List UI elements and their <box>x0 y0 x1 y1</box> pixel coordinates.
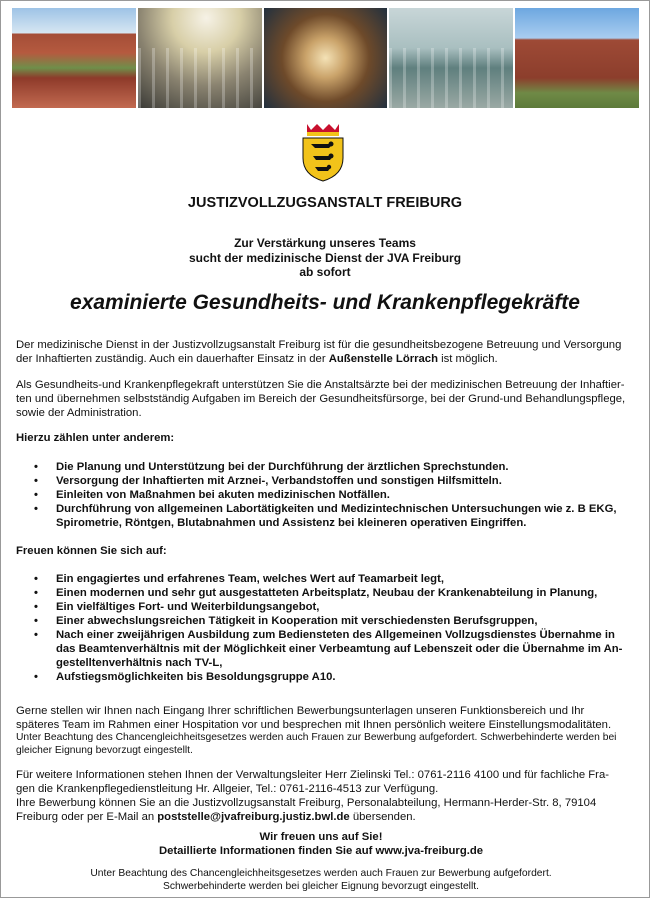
paragraph-role: Als Gesundheits-und Krankenpflegekraft unterstützen Sie die Anstaltsärzte bei der medizinischen Betreuung der Inhaftier-ten und übernehmen selbstständig Aufgaben im Bereich der Gesundheitsfürsorge, bei der Grund-und Behandlungspflege, sowie der Administration. <box>16 379 626 419</box>
list-item: • Versorgung der Inhaftierten mit Arznei-, Verbandstoffen und sonstigen Hilfsmitteln. <box>16 474 626 488</box>
p1-text-a: Der medizinische Dienst in der Justizvollzugsanstalt Freiburg ist für die gesundheitsbezogene Betreuung und Versorgung der Inhaftierten zuständig. Auch ein dauerhafter Einsatz in der <box>16 339 622 365</box>
footer-note-2: Schwerbehinderte werden bei gleicher Eignung bevorzugt eingestellt. <box>163 881 479 892</box>
tasks-heading: Hierzu zählen unter anderem: <box>16 432 175 444</box>
intro-line-1: Zur Verstärkung unseres Teams <box>234 236 416 250</box>
contact-text-a: Für weitere Informationen stehen Ihnen der Verwaltungsleiter Herr Zielinski Tel.: 0761-2116 4100 und für fachliche Fra-gen die Krankenpflegedienstleitung Hr. Allgeier, Tel.: 0761-2116-4513 zur Verfügung. <box>16 769 609 795</box>
photo-dome-interior <box>264 8 388 108</box>
benefits-list <box>16 572 626 684</box>
list-item: • Die Planung und Unterstützung bei der Durchführung der ärztlichen Sprechstunden. <box>16 460 626 474</box>
list-item: • Ein engagiertes und erfahrenes Team, welches Wert auf Teamarbeit legt, <box>16 572 626 586</box>
intro-line-2: sucht der medizinische Dienst der JVA Freiburg <box>188 250 462 265</box>
photo-glass-roof <box>138 8 262 108</box>
p1-text-b: ist möglich. <box>437 353 498 365</box>
institution-heading: JUSTIZVOLLZUGSANSTALT FREIBURG <box>187 195 463 211</box>
paragraph-duties <box>16 338 626 366</box>
intro-block <box>0 236 650 280</box>
footer-welcome: Wir freuen uns auf Sie! <box>259 831 383 843</box>
contact-paragraph <box>16 768 626 824</box>
header-photo-strip <box>12 8 639 108</box>
list-item: • Einen modernen und sehr gut ausgestatteten Arbeitsplatz, Neubau der Krankenabteilung in Planung, <box>16 586 626 600</box>
footer-website[interactable]: Detaillierte Informationen finden Sie auf www.jva-freiburg.de <box>158 845 484 857</box>
equal-opportunity-note: Unter Beachtung des Chancengleichheitsgesetzes werden auch Frauen zur Bewerbung aufgefordert. Schwerbehinderte werden bei gleicher Eignung bevorzugt eingestellt. <box>16 732 617 756</box>
list-item: • Durchführung von allgemeinen Labortätigkeiten und Medizintechnischen Untersuchungen wie z. B EKG, Spirometrie, Röntgen, Blutabnahmen und Assistenz bei kleineren operativen Eingriffen. <box>16 502 626 530</box>
job-title: examinierte Gesundheits- und Krankenpflegekräfte <box>70 291 580 314</box>
p1-bold-location: Außenstelle Lörrach <box>328 353 438 365</box>
baden-wuerttemberg-crest-icon <box>301 122 345 182</box>
list-item: • Einer abwechslungsreichen Tätigkeit in Kooperation mit verschiedensten Berufsgruppen, <box>16 614 626 628</box>
list-item: • Aufstiegsmöglichkeiten bis Besoldungsgruppe A10. <box>16 670 626 684</box>
photo-cell-wing-corridor <box>389 8 513 108</box>
benefits-heading: Freuen können Sie sich auf: <box>16 545 167 557</box>
list-item: • Nach einer zweijährigen Ausbildung zum Bediensteten des Allgemeinen Vollzugsdienstes Übernahme in das Beamtenverhältnis mit der Möglichkeit einer Verbeamtung auf Lebenszeit oder die Übernahme im An-gestelltenverhältnis nach TV-L, <box>16 628 626 670</box>
list-item: • Einleiten von Maßnahmen bei akuten medizinischen Notfällen. <box>16 488 626 502</box>
intro-line-3: ab sofort <box>299 265 351 279</box>
photo-prison-aerial <box>12 8 136 108</box>
contact-text-c: übersenden. <box>349 811 416 823</box>
tasks-list <box>16 460 626 530</box>
photo-prison-building <box>515 8 639 108</box>
closing-paragraph: Gerne stellen wir Ihnen nach Eingang Ihrer schriftlichen Bewerbungsunterlagen unseren Funktionsbereich und Ihr späteres Team im Rahmen einer Hospitation vor und besprechen mit Ihnen persönlich weitere Einstellungsmodalitäten. <box>16 705 612 731</box>
contact-text-b: Ihre Bewerbung können Sie an die Justizvollzugsanstalt Freiburg, Personalabteilung, Hermann-Herder-Str. 8, 79104 Freiburg oder per E-Mail an <box>16 797 597 823</box>
footer-note-1: Unter Beachtung des Chancengleichheitsgesetzes werden auch Frauen zur Bewerbung aufgefordert. <box>90 868 552 879</box>
email-link[interactable]: poststelle@jvafreiburg.justiz.bwl.de <box>157 811 350 823</box>
list-item: • Ein vielfältiges Fort- und Weiterbildungsangebot, <box>16 600 626 614</box>
